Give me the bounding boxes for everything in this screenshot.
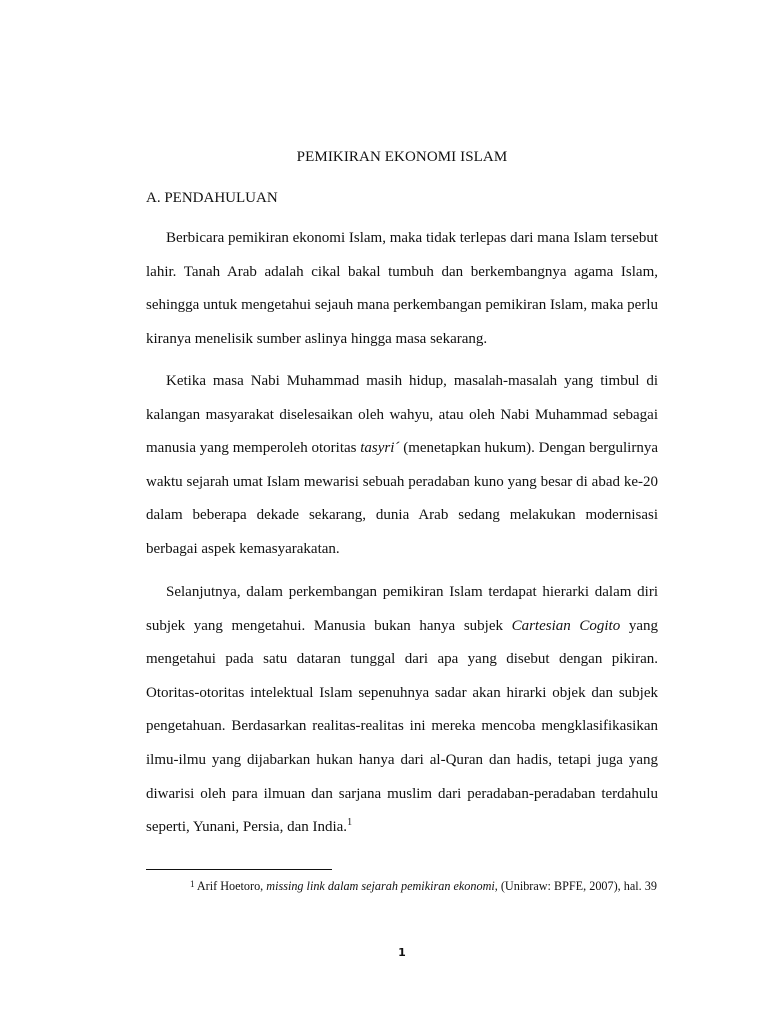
italic-term-cartesian-cogito: Cartesian Cogito	[511, 617, 621, 634]
section-heading: A. PENDAHULUAN	[146, 190, 278, 206]
page-title: PEMIKIRAN EKONOMI ISLAM	[296, 149, 508, 165]
footnote-marker: 1	[190, 879, 195, 889]
paragraph-2-text-start: Ketika masa Nabi Muhammad masih hidup, masalah-masalah yang timbul di kalangan masyarakat diselesaikan oleh wahyu, atau oleh Nabi Muhammad sebagai manusia yang memperoleh otoritas	[146, 373, 658, 457]
paragraph-3-text-end: yang mengetahui pada satu dataran tunggal dari apa yang disebut dengan pikiran. Otoritas-otoritas intelektual Islam sepenuhnya sadar akan hirarki objek dan subjek pengetahuan. Berdasarkan realitas-realitas ini mereka mencoba mengklasifikasikan ilmu-ilmu yang dijabarkan hukan hanya dari al-Quran dan hadis, tetapi juga yang diwarisi oleh para ilmuan dan sarjana muslim dari peradaban-peradaban terdahulu seperti, Yunani, Persia, dan India.	[146, 617, 658, 836]
paragraph-1-text: Berbicara pemikiran ekonomi Islam, maka tidak terlepas dari mana Islam tersebut lahir. Tanah Arab adalah cikal bakal tumbuh dan berkembangnya agama Islam, sehingga untuk mengetahui sejauh mana perkembangan pemikiran Islam, maka perlu kiranya menelisik sumber aslinya hingga masa sekarang.	[146, 230, 658, 347]
paragraph-2-text-end: (menetapkan hukum). Dengan bergulirnya waktu sejarah umat Islam mewarisi sebuah peradaban kuno yang besar di abad ke-20 dalam beberapa dekade sekarang, dunia Arab sedang melakukan modernisasi berbagai aspek kemasyarakatan.	[146, 440, 658, 557]
footnote-text-end: , (Unibraw: BPFE, 2007), hal. 39	[494, 879, 657, 893]
paragraph-2	[146, 365, 658, 567]
footnote	[146, 877, 658, 895]
footnote-reference[interactable]: 1	[347, 817, 353, 829]
paragraph-3-text-start: Selanjutnya, dalam perkembangan pemikiran Islam terdapat hierarki dalam diri subjek yang mengetahui. Manusia bukan hanya subjek	[146, 584, 658, 634]
footnote-text-start: Arif Hoetoro,	[194, 879, 267, 893]
paragraph-3	[146, 576, 658, 845]
footnote-divider	[146, 869, 332, 870]
footnote-book-title: missing link dalam sejarah pemikiran ekonomi	[266, 879, 495, 893]
paragraph-1	[146, 222, 658, 356]
page-number: 1	[398, 946, 406, 959]
italic-term-tasyri: tasyri´	[360, 440, 400, 457]
